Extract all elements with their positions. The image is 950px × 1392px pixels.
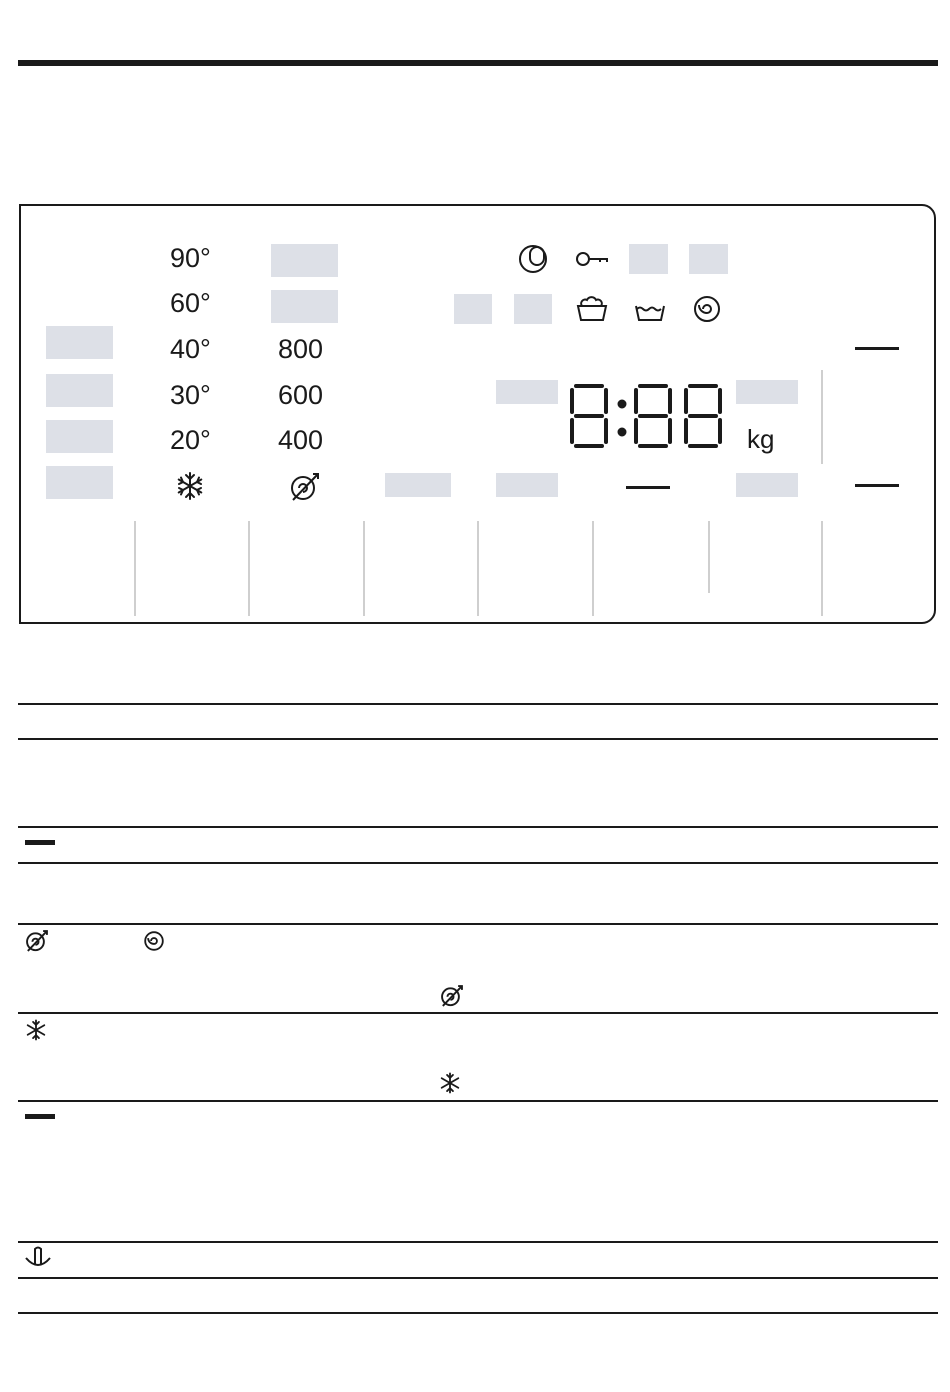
table-rule (18, 738, 938, 740)
placeholder-box (46, 466, 113, 499)
separator (134, 521, 136, 616)
placeholder-box (46, 326, 113, 359)
table-rule (18, 923, 938, 925)
spin-400: 400 (278, 425, 324, 455)
placeholder-box (271, 244, 338, 277)
seven-segment-display (565, 382, 730, 452)
dash-line (855, 347, 899, 350)
spin-800: 800 (278, 334, 324, 364)
separator (708, 521, 710, 593)
top-rule (18, 60, 938, 66)
no-spin-icon (24, 928, 50, 954)
table-rule (18, 703, 938, 705)
wash-tub-icon (633, 296, 667, 324)
separator (477, 521, 479, 616)
placeholder-box (736, 473, 798, 497)
placeholder-box (271, 290, 338, 323)
weight-unit: kg (747, 424, 775, 454)
rinse-hold-icon (518, 243, 552, 275)
temp-40: 40° (170, 334, 211, 364)
table-rule (18, 1012, 938, 1014)
snowflake-icon (439, 1072, 461, 1094)
table-rule (18, 1312, 938, 1314)
temp-30: 30° (170, 380, 211, 410)
snowflake-icon (175, 471, 205, 501)
placeholder-box (46, 420, 113, 453)
placeholder-box (46, 374, 113, 407)
water-tap-icon (24, 1246, 52, 1272)
temp-20: 20° (170, 425, 211, 455)
separator (821, 521, 823, 616)
dash-line (855, 484, 899, 487)
separator (592, 521, 594, 616)
dash-icon (25, 840, 55, 845)
dash-line (626, 486, 670, 489)
snowflake-icon (25, 1019, 47, 1041)
placeholder-box (496, 473, 558, 497)
table-rule (18, 1100, 938, 1102)
table-rule (18, 826, 938, 828)
table-rule (18, 1277, 938, 1279)
temp-60: 60° (170, 288, 211, 318)
table-rule (18, 862, 938, 864)
key-icon (575, 248, 609, 270)
placeholder-box (514, 294, 552, 324)
spin-icon (692, 294, 722, 324)
no-spin-icon (439, 983, 465, 1009)
temp-90: 90° (170, 243, 211, 273)
spin-icon (143, 930, 165, 952)
spin-600: 600 (278, 380, 324, 410)
dash-icon (25, 1114, 55, 1119)
placeholder-box (736, 380, 798, 404)
placeholder-box (496, 380, 558, 404)
placeholder-box (629, 244, 668, 274)
table-rule (18, 1241, 938, 1243)
separator (821, 370, 823, 464)
placeholder-box (454, 294, 492, 324)
prewash-icon (575, 292, 609, 324)
no-spin-icon (288, 470, 322, 504)
placeholder-box (689, 244, 728, 274)
separator (363, 521, 365, 616)
separator (248, 521, 250, 616)
placeholder-box (385, 473, 451, 497)
